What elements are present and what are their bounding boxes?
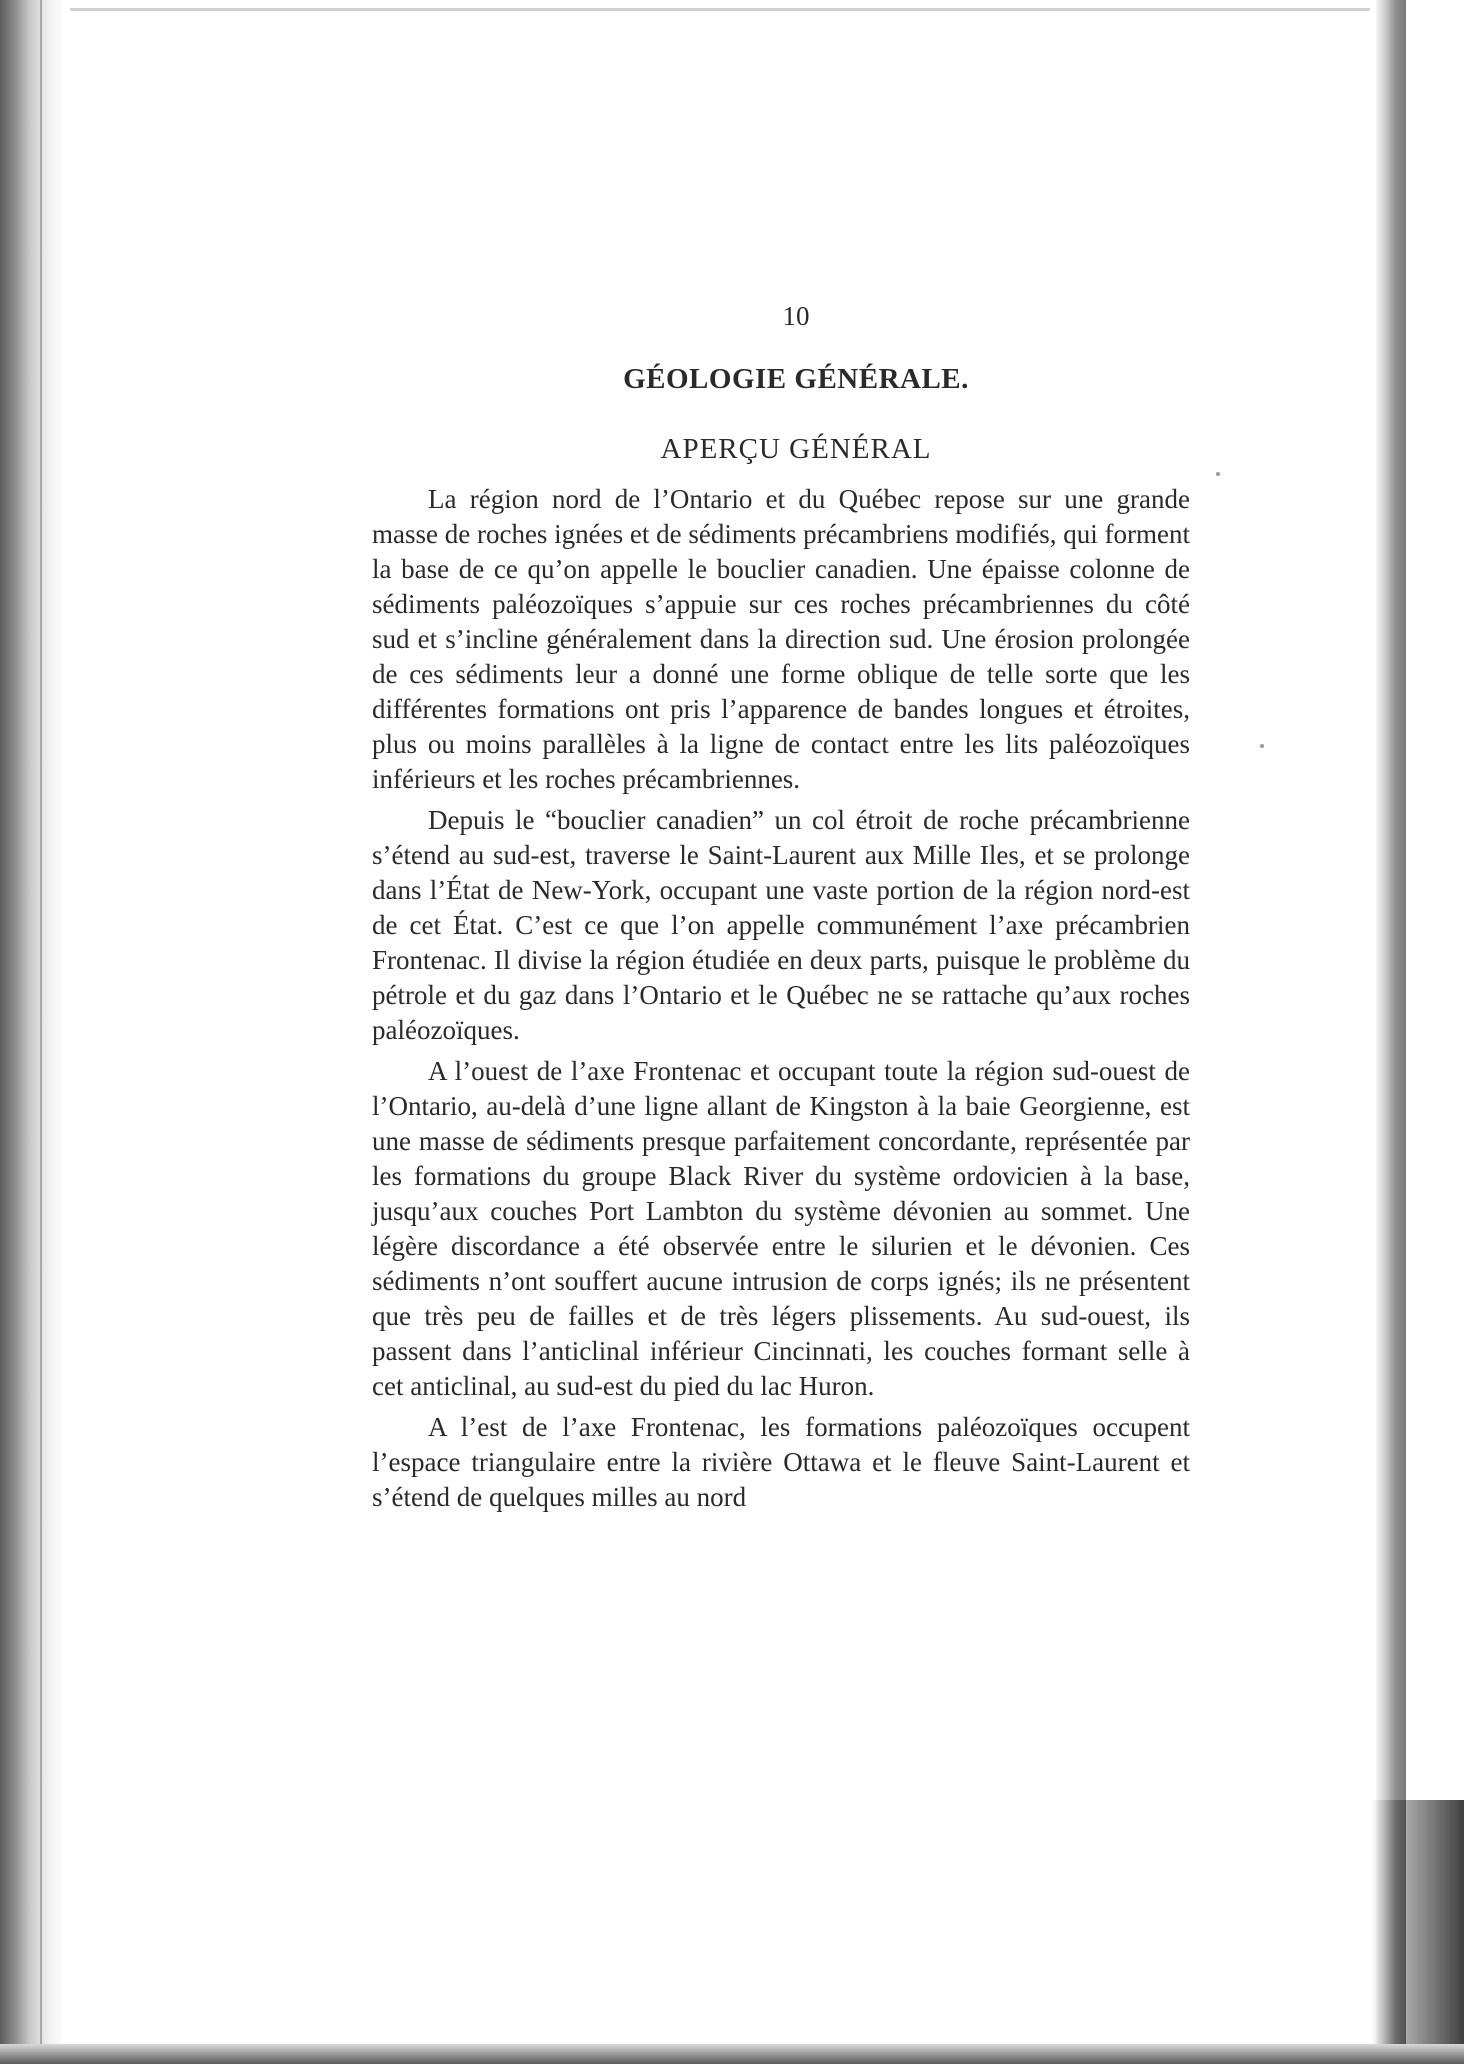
corner-shadow [1370, 1800, 1464, 2064]
body-text [372, 482, 1190, 1515]
page-content [372, 300, 1190, 1521]
page-bottom-edge [0, 2044, 1464, 2064]
book-binding-edge [0, 0, 62, 2064]
paragraph: A l’est de l’axe Frontenac, les formations paléozoïques occupent l’espace triangulaire entre la rivière Ottawa et le fleuve Saint-Laurent et s’étend de quelques milles au nord [372, 1412, 1190, 1512]
subsection-title: APERÇU GÉNÉRAL [660, 433, 932, 465]
paragraph: A l’ouest de l’axe Frontenac et occupant toute la région sud-ouest de l’Ontario, au-delà d’une ligne allant de Kingston à la baie Georgienne, est une masse de sédiments presque parfaitement concordante, représentée par les formations du groupe Black River du système ordovicien à la base, jusqu’aux couches Port Lambton du système dévonien au sommet. Une légère discordance a été observée entre le silurien et le dévonien. Ces sédiments n’ont souffert aucune intrusion de corps ignés; ils ne présentent que très peu de failles et de très légers plissements. Au sud-ouest, ils passent dans l’anticlinal inférieur Cincinnati, les couches formant selle à cet anticlinal, au sud-est du pied du lac Huron. [372, 1056, 1190, 1401]
scan-speck [1260, 744, 1264, 748]
facing-page-strip [1406, 0, 1464, 2064]
page-number: 10 [782, 301, 810, 331]
page-top-edge [70, 8, 1370, 11]
scan-speck [1216, 472, 1220, 476]
page-right-edge [1376, 0, 1406, 2064]
section-title: GÉOLOGIE GÉNÉRALE. [623, 363, 969, 395]
binding-line [40, 0, 42, 2064]
paragraph: La région nord de l’Ontario et du Québec repose sur une grande masse de roches ignées et de sédiments précambriens modifiés, qui forment la base de ce qu’on appelle le bouclier canadien. Une épaisse colonne de sédiments paléozoïques s’appuie sur ces roches précambriennes du côté sud et s’incline généralement dans la direction sud. Une érosion prolongée de ces sédiments leur a donné une forme oblique de telle sorte que les différentes formations ont pris l’apparence de bandes longues et étroites, plus ou moins parallèles à la ligne de contact entre les lits paléozoïques inférieurs et les roches précambriennes. [372, 484, 1191, 794]
paragraph: Depuis le “bouclier canadien” un col étroit de roche précambrienne s’étend au sud-est, traverse le Saint-Laurent aux Mille Iles, et se prolonge dans l’État de New-York, occupant une vaste portion de la région nord-est de cet État. C’est ce que l’on appelle communément l’axe précambrien Frontenac. Il divise la région étudiée en deux parts, puisque le problème du pétrole et du gaz dans l’Ontario et le Québec ne se rattache qu’aux roches paléozoïques. [372, 805, 1190, 1045]
